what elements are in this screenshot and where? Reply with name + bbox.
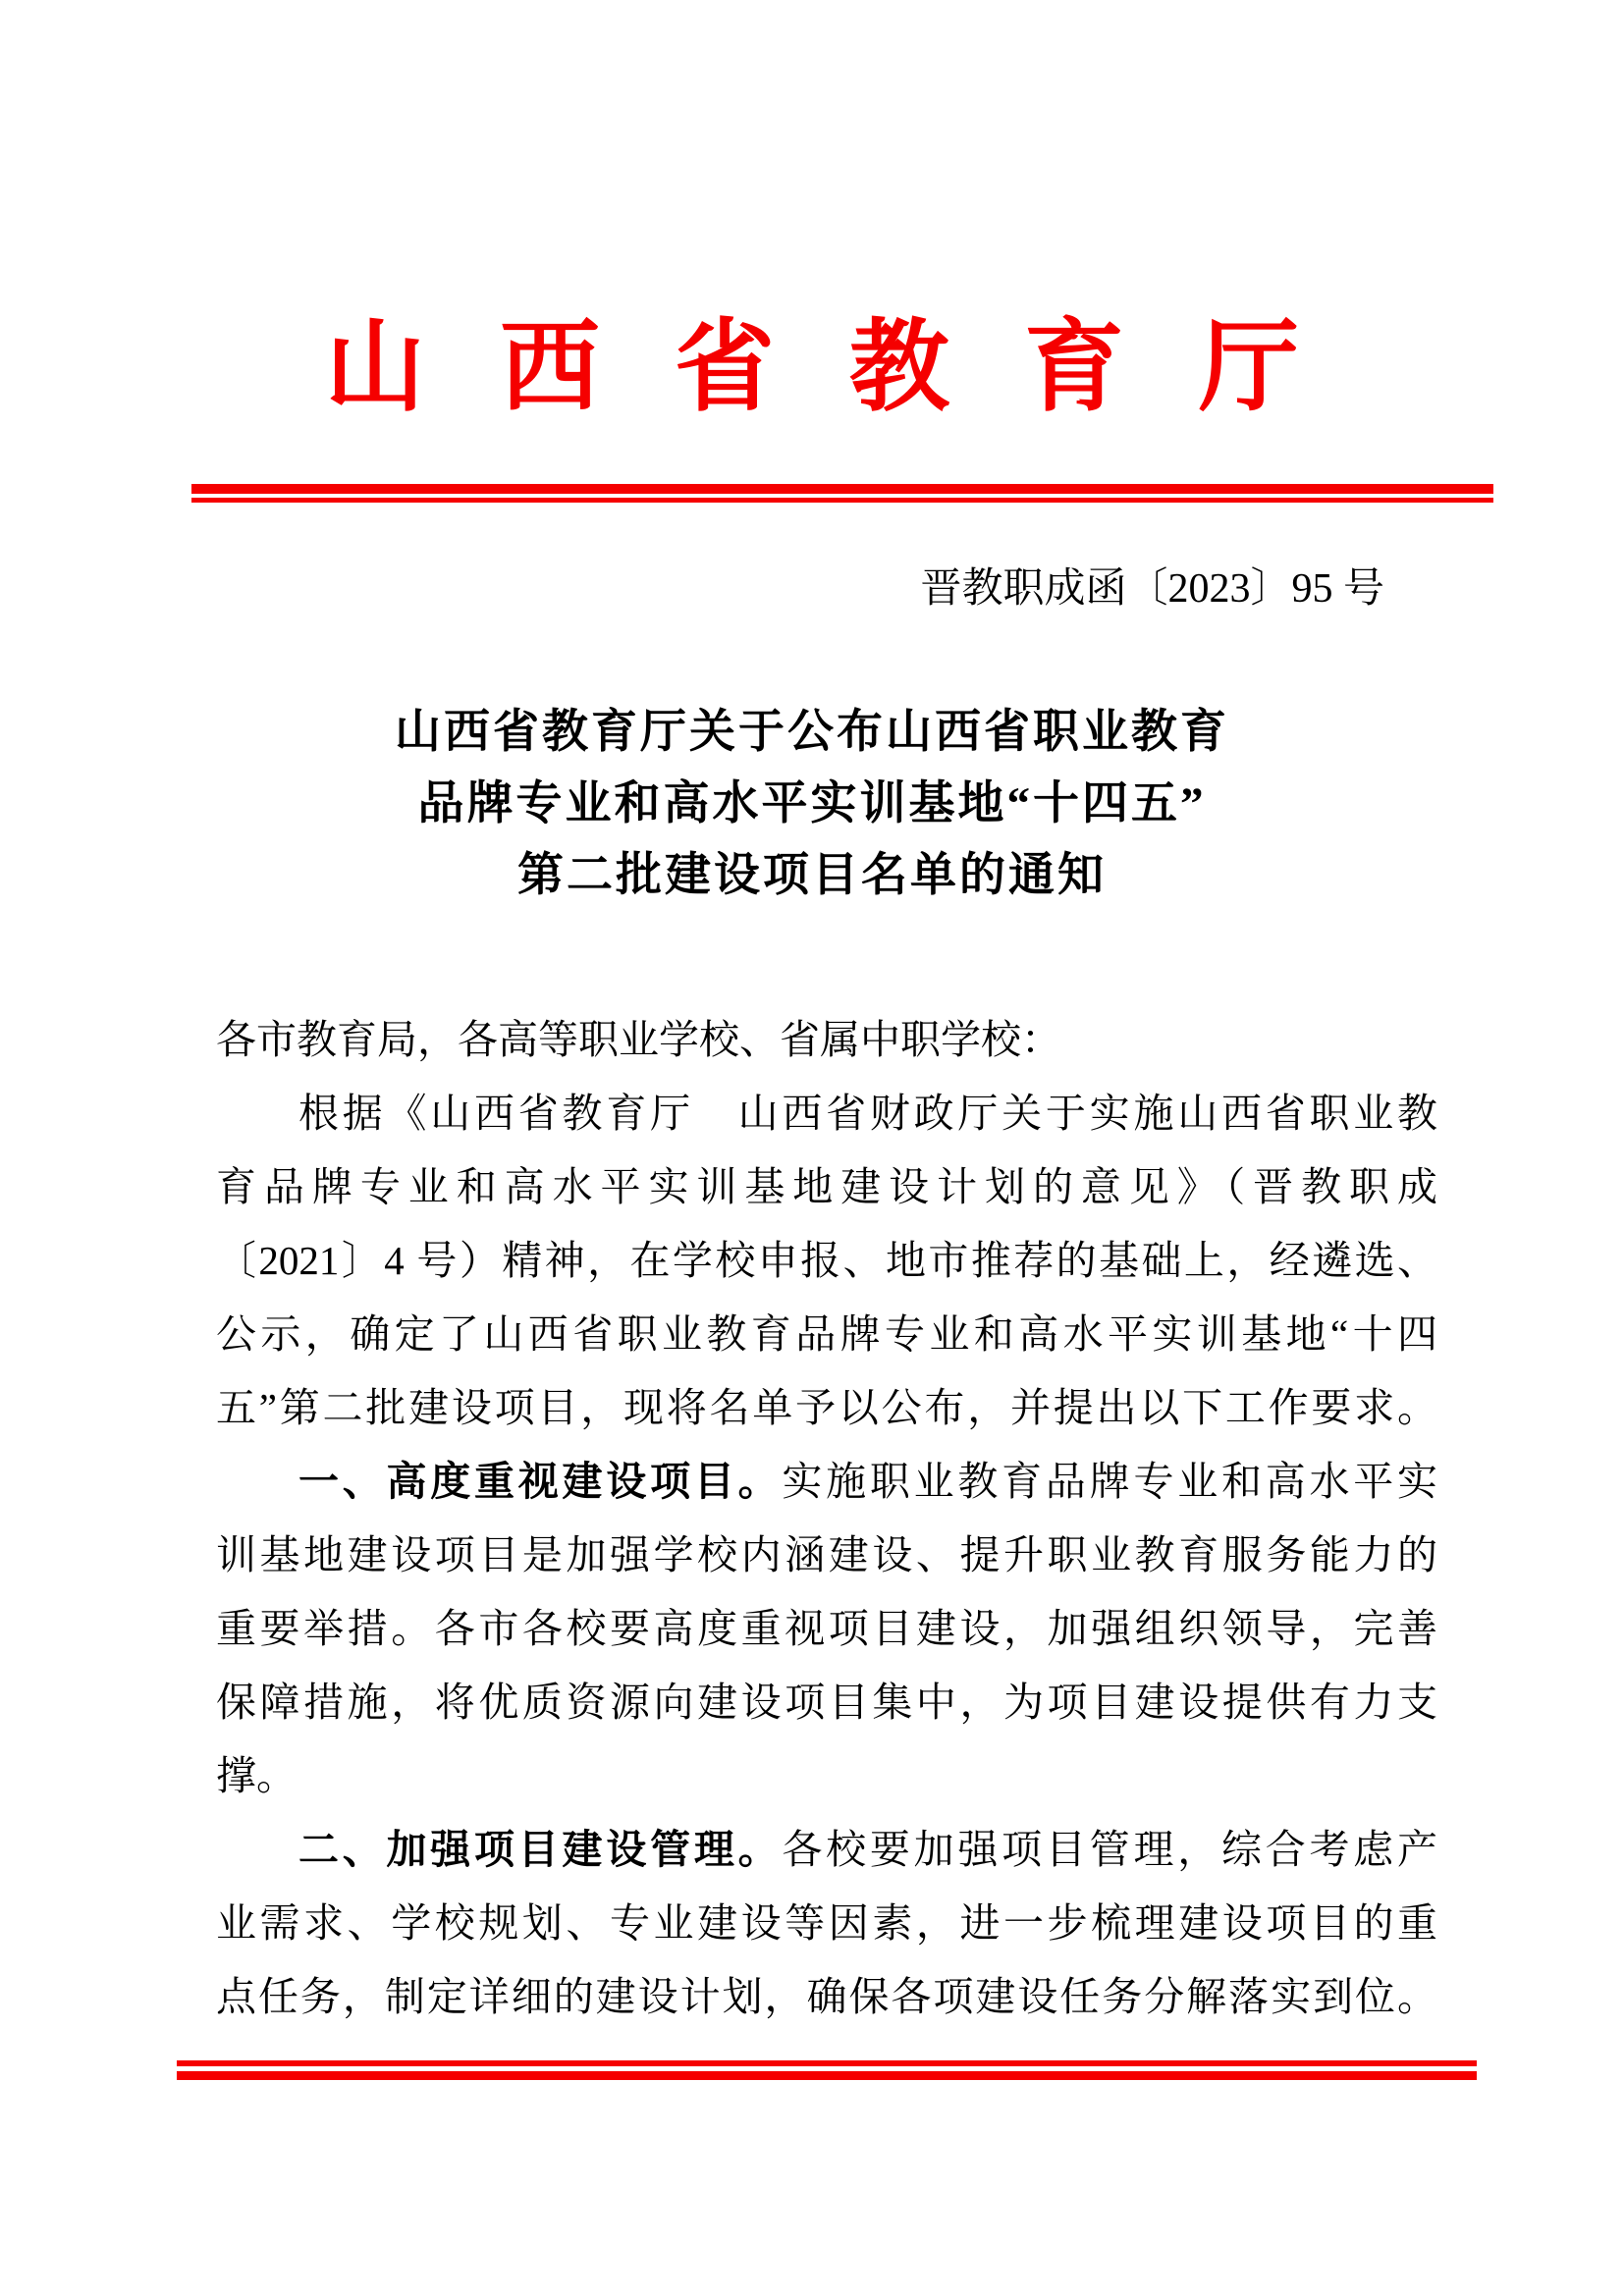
para2-line3: 重要举措。各市各校要高度重视项目建设，加强组织领导，完善 xyxy=(216,1606,1437,1651)
section-heading-1: 一、高度重视建设项目。 xyxy=(298,1459,783,1504)
para3-line2: 业需求、学校规划、专业建设等因素，进一步梳理建设项目的重 xyxy=(216,1900,1437,1946)
title-line-3: 第二批建设项目名单的通知 xyxy=(517,850,1107,901)
document-title xyxy=(0,697,1624,912)
para3-line1-rest: 各校要加强项目管理，综合考虑产 xyxy=(782,1827,1437,1872)
footer-double-rule xyxy=(177,2060,1477,2080)
para2-line1-rest: 实施职业教育品牌专业和高水平实 xyxy=(782,1459,1437,1504)
section-heading-2: 二、加强项目建设管理。 xyxy=(298,1827,783,1872)
para1-line3: 〔2021〕4 号）精神，在学校申报、地市推荐的基础上，经遴选、 xyxy=(216,1238,1437,1283)
document-number: 晋教职成函〔2023〕95 号 xyxy=(920,566,1384,612)
salutation: 各市教育局，各高等职业学校、省属中职学校： xyxy=(216,1017,1061,1062)
para1-line5: 五”第二批建设项目，现将名单予以公布，并提出以下工作要求。 xyxy=(216,1385,1437,1430)
para2-line4: 保障措施，将优质资源向建设项目集中，为项目建设提供有力支 xyxy=(216,1680,1437,1725)
para3-line3: 点任务，制定详细的建设计划，确保各项建设任务分解落实到位。 xyxy=(216,1974,1437,2019)
agency-letterhead: 山西省教育厅 xyxy=(325,313,1374,424)
title-line-2: 品牌专业和高水平实训基地“十四五” xyxy=(417,778,1207,829)
para2-line2: 训基地建设项目是加强学校内涵建设、提升职业教育服务能力的 xyxy=(216,1532,1437,1577)
para2-line5: 撑。 xyxy=(216,1753,297,1798)
para1-line2: 育品牌专业和高水平实训基地建设计划的意见》（晋教职成 xyxy=(216,1164,1437,1209)
footer-rule-thick xyxy=(177,2071,1477,2080)
document-body xyxy=(216,1003,1437,2034)
header-rule-thick xyxy=(191,484,1493,494)
header-rule-thin xyxy=(191,498,1493,503)
header-double-rule xyxy=(191,484,1493,503)
para3-line1 xyxy=(216,1813,1437,1887)
para1-line4: 公示，确定了山西省职业教育品牌专业和高水平实训基地“十四 xyxy=(216,1311,1437,1357)
para1-line1: 根据《山西省教育厅 山西省财政厅关于实施山西省职业教 xyxy=(298,1091,1437,1136)
title-line-1: 山西省教育厅关于公布山西省职业教育 xyxy=(395,707,1229,758)
para2-line1 xyxy=(216,1445,1437,1519)
